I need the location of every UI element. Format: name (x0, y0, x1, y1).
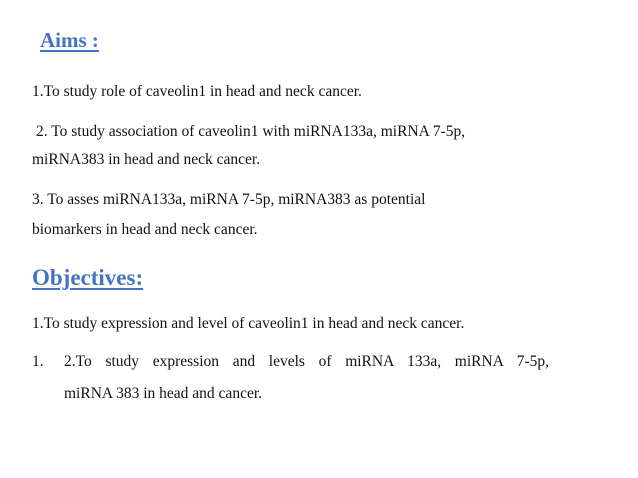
aims-item-3-line-2: biomarkers in head and neck cancer. (32, 221, 258, 238)
objectives-item-1: 1.To study expression and level of caveolin1 in head and neck cancer. (32, 315, 465, 332)
aims-item-3-line-1: 3. To asses miRNA133a, miRNA 7-5p, miRNA383 as potential (32, 191, 426, 208)
aims-item-1: 1.To study role of caveolin1 in head and neck cancer. (32, 83, 362, 100)
aims-heading: Aims : (40, 28, 99, 52)
aims-item-2-line-1: 2. To study association of caveolin1 with miRNA133a, miRNA 7-5p, (36, 123, 466, 140)
objectives-item-2-number: 1. (32, 353, 44, 370)
objectives-item-2-line-1: 2.To study expression and levels of miRNA 133a, miRNA 7-5p, (64, 353, 549, 370)
objectives-heading: Objectives: (32, 265, 144, 290)
objectives-item-2-line-2: miRNA 383 in head and cancer. (64, 385, 263, 402)
aims-item-2-line-2: miRNA383 in head and neck cancer. (32, 151, 261, 168)
